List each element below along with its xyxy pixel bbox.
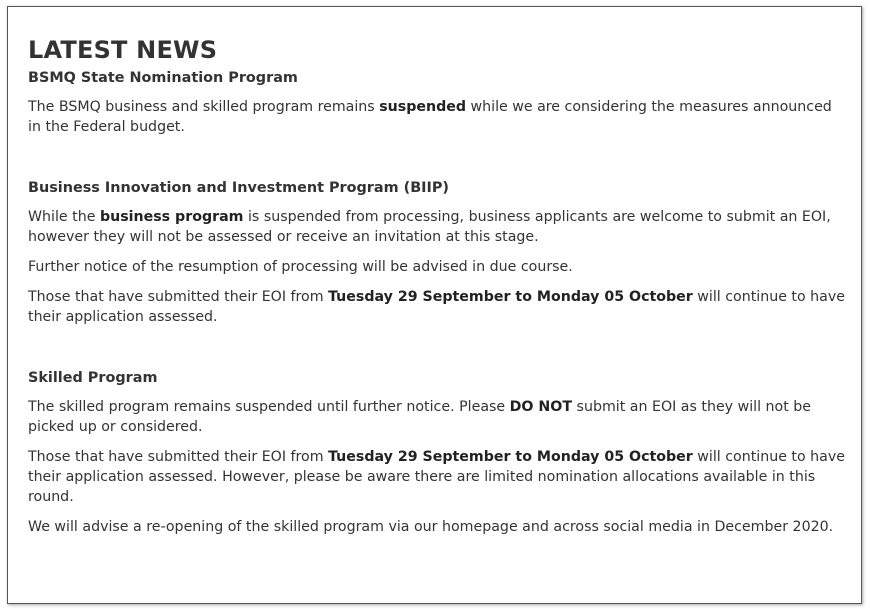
skilled-paragraph-1: [28, 397, 848, 437]
section-heading-bsmq: BSMQ State Nomination Program: [28, 70, 298, 86]
text-run: will continue to have their application assessed.: [28, 289, 845, 325]
emphasis-text: business program: [99, 209, 244, 225]
text-run: is suspended from processing, business applicants are welcome to submit an EOI, however they will not be assessed or receive an invitation at this stage.: [28, 209, 831, 245]
text-run: Those that have submitted their EOI from: [28, 289, 329, 305]
page-title: LATEST NEWS: [28, 36, 218, 64]
skilled-paragraph-2: [28, 447, 848, 507]
news-content: [28, 35, 848, 537]
text-run: The skilled program remains suspended until further notice. Please: [28, 399, 510, 415]
text-run: While the: [28, 209, 100, 225]
text-run: submit an EOI as they will not be picked up or considered.: [28, 399, 812, 435]
emphasis-text: suspended: [379, 99, 467, 115]
text-run: while we are considering the measures announced in the Federal budget.: [28, 99, 832, 135]
news-panel: [7, 6, 862, 604]
bsmq-paragraph: [28, 97, 848, 137]
section-heading-skilled: Skilled Program: [28, 370, 158, 386]
biip-paragraph-2: Further notice of the resumption of processing will be advised in due course.: [28, 259, 573, 275]
emphasis-text: Tuesday 29 September to Monday 05 October: [328, 289, 693, 305]
text-run: Those that have submitted their EOI from: [28, 449, 329, 465]
biip-paragraph-3: [28, 287, 848, 327]
emphasis-text: DO NOT: [509, 399, 573, 415]
text-run: will continue to have their application assessed. However, please be aware there are limited nomination allocations available in this round.: [28, 449, 845, 505]
biip-paragraph-1: [28, 207, 848, 247]
emphasis-text: Tuesday 29 September to Monday 05 October: [328, 449, 693, 465]
section-heading-biip: Business Innovation and Investment Program (BIIP): [28, 180, 449, 196]
text-run: The BSMQ business and skilled program remains: [28, 99, 380, 115]
skilled-paragraph-3: We will advise a re-opening of the skilled program via our homepage and across social media in December 2020.: [28, 519, 834, 535]
